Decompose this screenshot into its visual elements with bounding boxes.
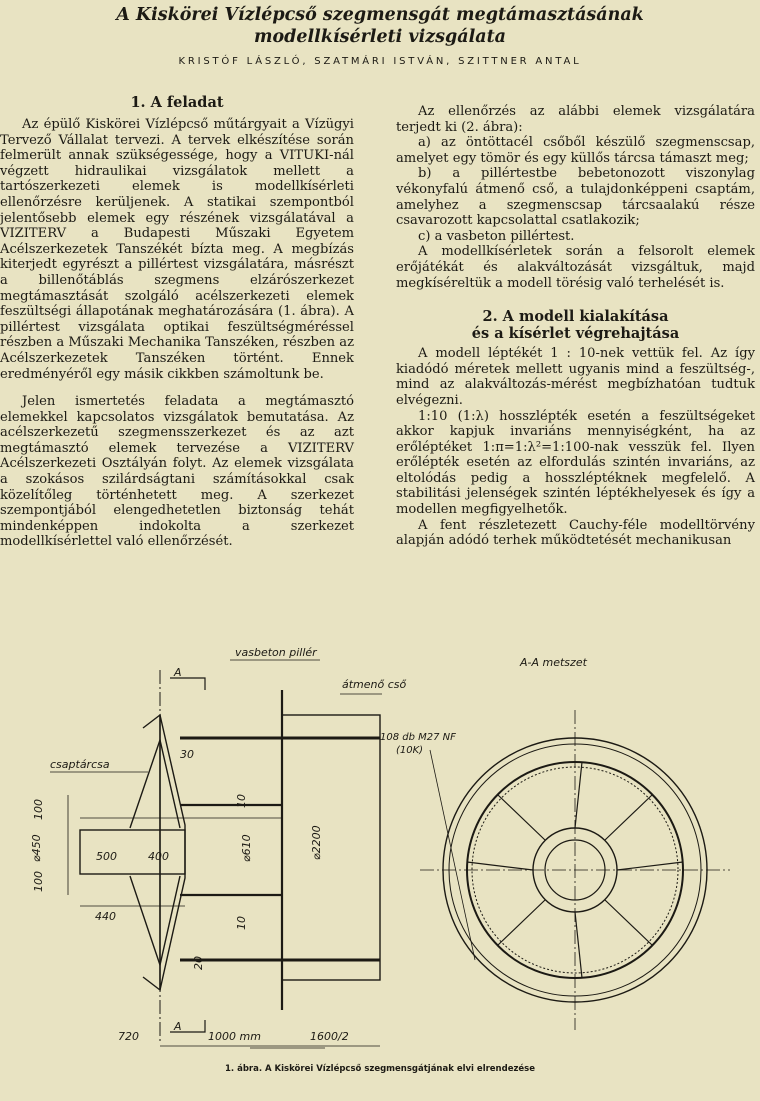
section-2-heading-line-2: és a kísérlet végrehajtása <box>471 325 680 343</box>
dim-10-lower: 10 <box>235 916 248 930</box>
dim-400: 400 <box>148 850 169 863</box>
dim-1000: 1000 mm <box>208 1030 261 1043</box>
left-paragraph-1: Az épülő Kiskörei Vízlépcső műtárgyait a Vízügyi Tervező Vállalat tervezi. A tervek elkészítése során felmerült annak szükségessége, hogy a VITUKI-nál végzett hidraulikai vizsgálatok mellett a tartószerkezeti elemek is modellkísérleti ellenőrzésre kerüljenek. A statikai szempontból jelentősebb elemek egy részének vizsgálatával a VIZITERV a Budapesti Műszaki Egyetem Acélszerkezetek Tanszékét bízta meg. A megbízás kiterjedt egyrészt a pillértest vizsgálatára, másrészt a billenőtáblás szegmens elzárószerkezet megtámasztását szolgáló acélszerkezeti elemek feszültségi állapotának meghatározására (1. ábra). A pillértest vizsgálata optikai feszültségméréssel részben a Műszaki Mechanika Tanszéken, részben az Acélszerkezetek Tanszéken történt. Ennek eredményéről egy másik cikkben számoltunk be. <box>0 117 354 382</box>
article-title <box>0 4 760 48</box>
disc-rib-upper <box>130 740 180 828</box>
disc-rib-lower <box>130 876 180 965</box>
dim-610: ⌀610 <box>240 834 253 862</box>
dim-450: ⌀450 <box>30 834 43 862</box>
label-section-title: A-A metszet <box>520 656 587 669</box>
dim-20: 20 <box>192 956 205 970</box>
label-csaptarcsa: csaptárcsa <box>50 758 110 771</box>
section-1-heading: 1. A feladat <box>130 94 224 111</box>
figure-1 <box>20 630 760 1060</box>
dim-100-bottom: 100 <box>32 871 45 892</box>
engineering-drawing <box>20 630 760 1060</box>
list-item-a: a) az öntöttacél csőből készülő szegmenscsap, amelyet egy tömör és egy küllős tárcsa támaszt meg; <box>396 135 755 166</box>
label-vasbeton: vasbeton pillér <box>235 646 317 659</box>
label-bolts-1: 108 db M27 NF <box>380 732 456 743</box>
right-intro: Az ellenőrzés az alábbi elemek vizsgálatára terjedt ki (2. ábra): <box>396 104 755 135</box>
section-2-heading-line-1: 2. A modell kialakítása <box>482 308 669 326</box>
left-column <box>0 80 354 550</box>
label-bolts-2: (10K) <box>396 745 424 756</box>
dim-1600: 1600/2 <box>310 1030 349 1043</box>
section-2-heading <box>396 308 755 342</box>
dim-10-upper: 10 <box>235 794 248 808</box>
label-atmeno: átmenő cső <box>342 678 407 691</box>
dim-100-top: 100 <box>32 799 45 820</box>
dim-2200: ⌀2200 <box>310 825 323 860</box>
figure-caption: 1. ábra. A Kiskörei Vízlépcső szegmensgátjának elvi elrendezése <box>224 1064 535 1074</box>
dim-720: 720 <box>118 1030 139 1043</box>
label-section-mark-bottom: A <box>174 1020 182 1033</box>
label-section-mark-top: A <box>174 666 182 679</box>
title-line-2: modellkísérleti vizsgálata <box>253 27 507 47</box>
left-paragraph-2: Jelen ismertetés feladata a megtámasztó elemekkel kapcsolatos vizsgálatok bemutatása. Az acélszerkezetű szegmensszerkezet és az azt megtámasztó elemek tervezése a VIZITERV Acélszerkezeti Osztályán folyt. Az elemek vizsgálata a szokásos szilárdságtani számításokkal csak közelítőleg történhetett meg. A szerkezet szempontjából elengedhetetlen biztonság tehát mindenképpen indokolta a szerkezet modellkísérlettel való ellenőrzését. <box>0 394 354 550</box>
list-item-c: c) a vasbeton pillértest. <box>418 228 575 244</box>
dim-500: 500 <box>96 850 117 863</box>
list-item-b: b) a pillértestbe bebetonozott viszonylag vékonyfalú átmenő cső, a tulajdonképpeni csaptám, amelyhez a szegmenscsap tárcsaalakú része csavarozott kapcsolattal csatlakozik; <box>396 166 755 229</box>
right-column <box>396 80 755 549</box>
section-arrow-top <box>170 678 205 690</box>
dim-30: 30 <box>180 748 194 761</box>
right-paragraph-5: A fent részletezett Cauchy-féle modelltörvény alapján adódó terhek működtetését mechanikusan <box>396 517 755 549</box>
right-paragraph-3: A modell léptékét 1 : 10-nek vettük fel. Az így kiadódó méretek mellett ugyanis mind a feszültség-, mind az alakváltozás-mérést megbízhatóan tudtuk elvégezni. <box>396 346 755 408</box>
right-paragraph-after-list: A modellkísérletek során a felsorolt elemek erőjátékát és alakváltozását vizsgáltuk, majd megkíséreltük a modell törésig való terhelését is. <box>396 244 755 291</box>
authors: KRISTÓF LÁSZLÓ, SZATMÁRI ISTVÁN, SZITTNER ANTAL <box>178 56 582 67</box>
pillar-body <box>282 715 380 980</box>
right-paragraph-4: 1:10 (1:λ) hosszlépték esetén a feszültségeket akkor kapjuk invariáns mennyiségként, ha az erőléptéket 1:π=1:λ²=1:100-nak vesszük fel. Ilyen erőlépték esetén az elfordulás szintén invariáns, az eltolódás pedig a hosszléptéknek megfelelő. A stabilitási jelenségek szintén léptékhelyesek és így a modellen megfigyelhetők. <box>396 408 755 518</box>
title-line-1: A Kiskörei Vízlépcső szegmensgát megtámasztásának <box>116 5 644 25</box>
dim-440: 440 <box>95 910 116 923</box>
